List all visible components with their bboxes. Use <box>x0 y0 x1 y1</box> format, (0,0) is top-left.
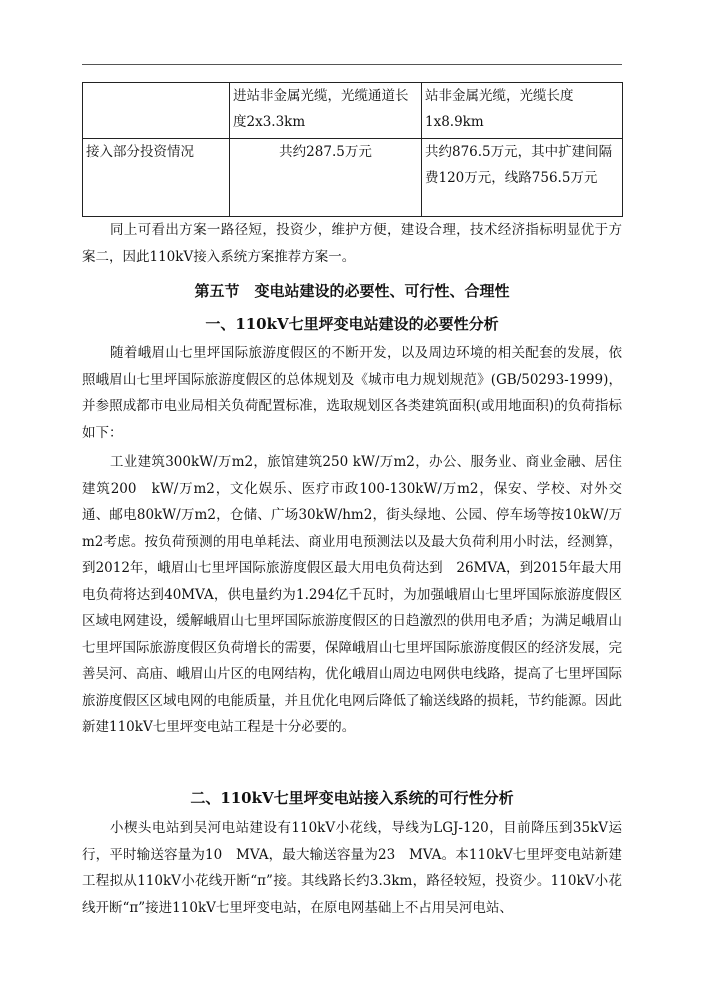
comparison-table <box>82 82 623 217</box>
table-cell: 进站非金属光缆，光缆通道长度2x3.3km <box>230 83 422 139</box>
table-cell-label: 接入部分投资情况 <box>83 139 230 217</box>
table-row <box>83 139 623 217</box>
paragraph-intro: 随着峨眉山七里坪国际旅游度假区的不断开发，以及周边环境的相关配套的发展，依照峨眉山七里坪国际旅游度假区的总体规划及《城市电力规划规范》(GB/50293-1999)，并参照成都市电业局相关负荷配置标准，选取规划区各类建筑面积(或用地面积)的负荷指标如下： <box>82 345 622 441</box>
conclusion-block <box>82 217 622 270</box>
table-cell: 站非金属光缆，光缆长度1x8.9km <box>422 83 623 139</box>
table-cell: 共约876.5万元，其中扩建间隔费120万元，线路756.5万元 <box>422 139 623 217</box>
body-block-2 <box>82 815 622 921</box>
table-cell <box>83 83 230 139</box>
heading-necessity: 一、110kV七里坪变电站建设的必要性分析 <box>205 315 499 333</box>
table-cell: 共约287.5万元 <box>230 139 422 217</box>
header-rule <box>82 64 622 65</box>
body-block-1 <box>82 340 622 741</box>
heading-feasibility: 二、110kV七里坪变电站接入系统的可行性分析 <box>190 789 514 807</box>
conclusion-paragraph: 同上可看出方案一路径短，投资少，维护方便，建设合理，技术经济指标明显优于方案二，因此110kV接入系统方案推荐方案一。 <box>82 222 622 265</box>
table-row <box>83 83 623 139</box>
section-title: 第五节 变电站建设的必要性、可行性、合理性 <box>194 282 510 300</box>
paragraph-load-forecast: 工业建筑300kW/万m2，旅馆建筑250 kW/万m2，办公、服务业、商业金融、居住建筑200 kW/万m2，文化娱乐、医疗市政100-130kW/万m2，保安、学校、对外交通、邮电80kW/万m2，仓储、广场30kW/hm2，街头绿地、公园、停车场等按10kW/万m2考虑。按负荷预测的用电单耗法、商业用电预测法以及最大负荷利用小时法，经测算，到2012年，峨眉山七里坪国际旅游度假区最大用电负荷达到 26MVA，到2015年最大用电负荷将达到40MVA，供电量约为1.294亿千瓦时，为加强峨眉山七里坪国际旅游度假区区域电网建设，缓解峨眉山七里坪国际旅游度假区的日趋激烈的供用电矛盾；为满足峨眉山七里坪国际旅游度假区负荷增长的需要，保障峨眉山七里坪国际旅游度假区的经济发展，完善吴河、高庙、峨眉山片区的电网结构，优化峨眉山周边电网供电线路，提高了七里坪国际旅游度假区区域电网的电能质量，并且优化电网后降低了输送线路的损耗，节约能源。因此新建110kV七里坪变电站工程是十分必要的。 <box>82 454 622 735</box>
paragraph-feasibility: 小楔头电站到吴河电站建设有110kV小花线，导线为LGJ-120，目前降压到35kV运行，平时输送容量为10 MVA，最大输送容量为23 MVA。本110kV七里坪变电站新建工程拟从110kV小花线开断“π”接。其线路长约3.3km，路径较短，投资少。110kV小花线开断“π”接进110kV七里坪变电站，在原电网基础上不占用吴河电站、 <box>82 820 622 916</box>
